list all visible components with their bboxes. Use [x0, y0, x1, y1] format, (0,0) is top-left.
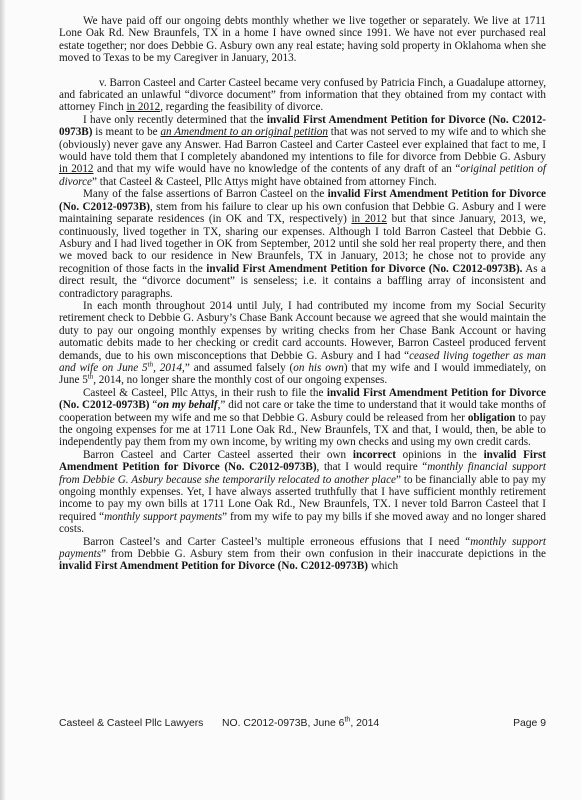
text-run: on his own — [293, 361, 344, 374]
footer-page-number: Page 9 — [513, 718, 546, 729]
text-run: “ — [149, 399, 158, 412]
text-run: th — [147, 360, 154, 369]
body-paragraph — [59, 536, 546, 573]
text-run: Casteel & Casteel, Pllc Attys, in their rush to file the — [83, 386, 327, 399]
text-run: but that since January, 2013, we, continuously, lived together in TX, sharing our expenses. Although I told Barron Casteel that Debbie G. Asbury and I had lived together in OK from September, 2012 until she sold her real property there, and then we moved back to our residence in New Braunfels, TX in January, 2013; he chose not to provide any recognition of those facts in the — [59, 213, 547, 275]
text-run: Barron Casteel’s and Carter Casteel’s multiple erroneous effusions that I need “ — [83, 535, 471, 548]
text-run: in 2012 — [126, 101, 161, 114]
document-body — [59, 15, 546, 573]
text-run: invalid First Amendment Petition for Divorce (No. C2012-0973B). — [206, 262, 523, 275]
body-paragraph — [59, 300, 546, 387]
text-run: on my behalf — [157, 399, 218, 412]
text-run: ” and assumed falsely ( — [184, 361, 294, 374]
text-run: invalid First Amendment Petition for Divorce (No. C2012-0973B) — [59, 448, 547, 474]
text-run: in 2012 — [59, 163, 94, 176]
body-paragraph — [59, 114, 546, 188]
text-run: invalid First Amendment Petition for Divorce (No. C2012-0973B) — [59, 188, 546, 213]
text-run: in 2012 — [351, 213, 388, 226]
text-run: We have paid off our ongoing debts monthly whether we live together or separately. We live at 1711 Lone Oak Rd. New Braunfels, TX in a home I have owned since 1991. We have not ever purchased real estate together; nor does Debbie G. Asbury own any real estate; having sold property in Oklahoma when she moved to Texas to be my Caregiver in January, 2013. — [59, 15, 546, 65]
text-run: v. Barron Casteel and Carter Casteel became very confused by Patricia Finch, a Guadalupe attorney, and fabricated an unlawful “divorce document” from information that they obtained from my contact with attorney Finch — [59, 76, 546, 114]
text-run: As a direct result, the “divorce document” is senseless; i.e. it contains a baffling array of inconsistent and contradictory paragraphs. — [59, 262, 546, 300]
text-run: th — [87, 372, 94, 381]
body-paragraph — [59, 449, 546, 536]
text-run: Barron Casteel and Carter Casteel asserted their own — [83, 448, 353, 461]
text-run: , 2014, no longer share the monthly cost of our ongoing expenses. — [93, 374, 388, 387]
scan-edge — [0, 0, 6, 800]
footer-case-reference — [222, 718, 379, 729]
text-run: , that I would require “ — [316, 461, 428, 474]
text-run: Many of the false assertions of Barron Casteel on the — [83, 188, 328, 201]
text-run: , regarding the feasibility of divorce. — [160, 101, 324, 114]
body-paragraph — [59, 77, 546, 114]
body-paragraph — [59, 15, 546, 65]
text-run: and that my wife would have no knowledge of the contents of any draft of an “ — [93, 163, 461, 176]
text-run: invalid First Amendment Petition for Divorce (No. C2012-0973B) — [59, 113, 546, 139]
text-run: incorrect — [352, 448, 396, 461]
text-run: ” to be financially able to pay my ongoing monthly expenses. Yet, I have always asserted truthfully that I have sufficient monthly retirement income to pay my own bills at 1711 Lone Oak Rd., New Braunfels, TX. I never told Barron Casteel that I required “ — [59, 473, 546, 523]
text-run: ,” did not care or take the time to understand that it would take months of cooperation between my wife and me so that Debbie G. Asbury could be released from her — [59, 399, 546, 424]
text-run: opinions in the — [395, 448, 484, 461]
text-run: invalid First Amendment Petition for Divorce (No. C2012-0973B) — [59, 386, 546, 412]
text-run: ceased living together as man and wife on June 5 — [59, 349, 546, 374]
text-run: obligation — [467, 411, 516, 424]
text-run: I have only recently determined that the — [83, 113, 267, 126]
footer-case-ref-tail: , 2014 — [350, 718, 380, 729]
footer-case-ref-sup: th — [344, 716, 351, 724]
text-run: In each month throughout 2014 until July, I had contributed my income from my Social Security retirement check to Debbie G. Asbury’s Chase Bank Account because we agreed that she would maintain the duty to pay our ongoing monthly expenses by writing checks from her Chase Bank Account or having automatic debits made to her checking or credit card accounts. However, Barron Casteel produced fervent demands, due to his own misconceptions that Debbie G. Asbury and I had “ — [59, 299, 546, 362]
text-run: an Amendment to an original petition — [160, 126, 328, 139]
footer-firm-name: Casteel & Casteel Pllc Lawyers — [59, 718, 204, 729]
text-run: which — [368, 560, 399, 573]
body-paragraph — [59, 188, 546, 300]
text-run: ” that Casteel & Casteel, Pllc Attys might have obtained from attorney Finch. — [92, 175, 437, 188]
text-run: ” from my wife to pay my bills if she moved away and no longer shared costs. — [59, 510, 546, 536]
text-run: ” from Debbie G. Asbury stem from their own confusion in their inaccurate depictions in the — [101, 548, 546, 561]
text-run: invalid First Amendment Petition for Divorce (No. C2012-0973B) — [59, 560, 369, 573]
text-run: is meant to be — [92, 126, 161, 139]
text-run: monthly financial support from Debbie G. Asbury because she temporarily relocated to another place — [59, 461, 546, 486]
text-run: monthly support payments — [59, 535, 546, 561]
text-run: , 2014, — [153, 361, 185, 374]
text-run: ) that my wife and I would immediately, on June 5 — [59, 361, 547, 387]
text-run: , stem from his failure to clear up his own confusion that Debbie G. Asbury and I were maintaining separate residences (in OK and TX, respectively) — [59, 200, 546, 226]
text-run: monthly support payments — [104, 510, 223, 523]
text-run: that was not served to my wife and to which she (obviously) never gave any Answer. Had Barron Casteel and Carter Casteel ever explained that fact to me, I would have told them that I completely abandoned my intentions to file for divorce from Debbie G. Asbury — [59, 126, 546, 164]
body-paragraph — [59, 387, 546, 449]
footer-case-ref-text: NO. C2012-0973B, June 6 — [222, 718, 345, 729]
text-run: original petition of divorce — [59, 163, 546, 188]
text-run: to pay the ongoing expenses for me at 1711 Lone Oak Rd., New Braunfels, TX and that, I would, then, be able to independently pay them from my own income, by writing my own checks and using my own credit cards. — [59, 411, 546, 449]
